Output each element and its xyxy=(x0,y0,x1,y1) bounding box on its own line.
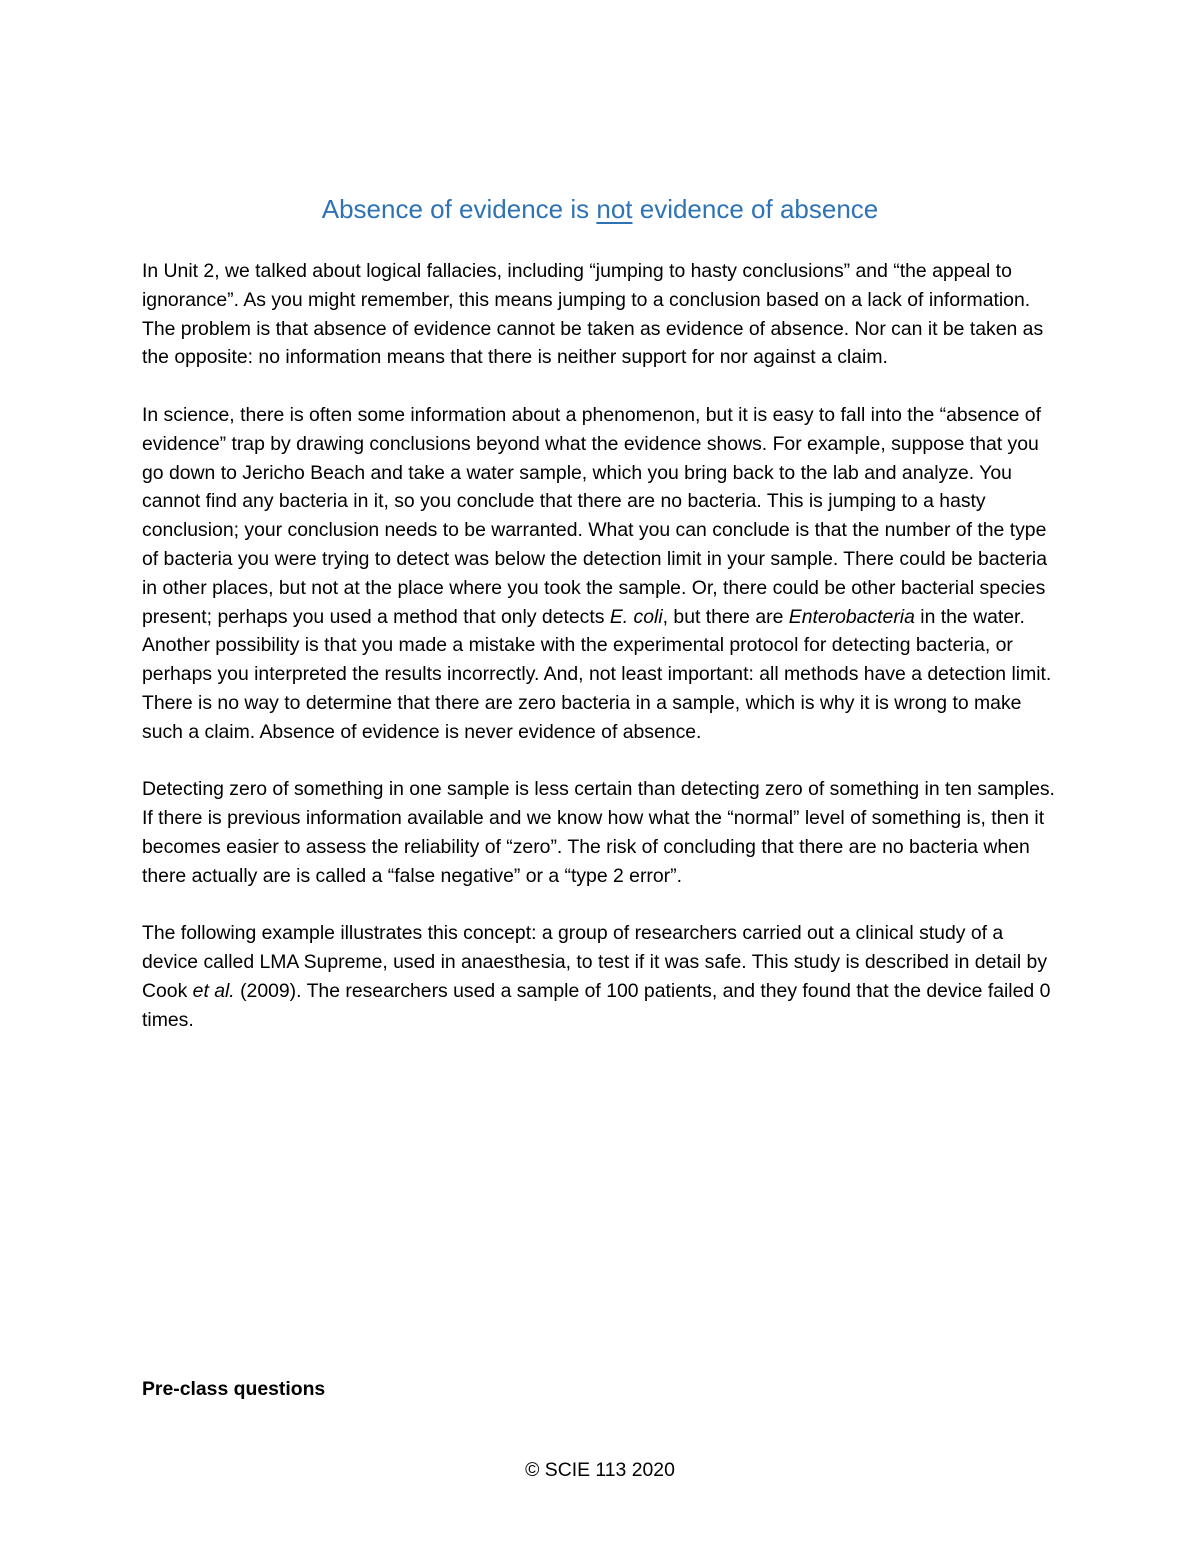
paragraph-2-text-c: in the water. Another possibility is that you made a mistake with the experimental protocol for detecting bacteria, or perhaps you interpreted the results incorrectly. And, not least important: all methods have a detection limit. There is no way to determine that there are zero bacteria in a sample, which is why it is wrong to make such a claim. Absence of evidence is never evidence of absence. xyxy=(142,605,1052,743)
italic-e-coli: E. coli xyxy=(609,605,663,628)
paragraph-2-text-a: In science, there is often some information about a phenomenon, but it is easy to fall into the “absence of evidence” trap by drawing conclusions beyond what the evidence shows. For example, suppose that you go down to Jericho Beach and take a water sample, which you bring back to the lab and analyze. You cannot find any bacteria in it, so you conclude that there are no bacteria. This is jumping to a hasty conclusion; your conclusion needs to be warranted. What you can conclude is that the number of the type of bacteria you were trying to detect was below the detection limit in your sample. There could be bacteria in other places, but not at the place where you took the sample. Or, there could be other bacterial species present; perhaps you used a method that only detects xyxy=(142,403,1048,628)
body-text xyxy=(142,257,1062,1063)
paragraph-detecting-zero: Detecting zero of something in one sample is less certain than detecting zero of something in ten samples. If there is previous information available and we know how what the “normal” level of something is, then it becomes easier to assess the reliability of “zero”. The risk of concluding that there are no bacteria when there actually are is called a “false negative” or a “type 2 error”. xyxy=(142,778,1055,887)
paragraph-4-text-a: The following example illustrates this concept: a group of researchers carried out a clinical study of a device called LMA Supreme, used in anaesthesia, to test if it was safe. This study is described in detail by Cook xyxy=(142,922,1048,1002)
section-heading-pre-class-questions: Pre-class questions xyxy=(142,1378,326,1400)
title-part-1: Absence of evidence is xyxy=(321,194,597,224)
page-footer-copyright: © SCIE 113 2020 xyxy=(525,1459,675,1481)
paragraph-lma-supreme-example xyxy=(142,919,1062,1034)
page-title xyxy=(0,190,1200,228)
italic-enterobacteria: Enterobacteria xyxy=(788,605,915,628)
paragraph-absence-of-evidence-trap xyxy=(142,401,1062,747)
title-part-2: evidence of absence xyxy=(632,194,879,224)
paragraph-4-text-b: (2009). The researchers used a sample of 100 patients, and they found that the device failed 0 times. xyxy=(142,979,1051,1031)
title-emphasis: not xyxy=(596,194,633,224)
paragraph-2-text-b: , but there are xyxy=(662,605,789,628)
italic-et-al: et al. xyxy=(192,979,235,1002)
paragraph-logical-fallacies: In Unit 2, we talked about logical fallacies, including “jumping to hasty conclusions” and “the appeal to ignorance”. As you might remember, this means jumping to a conclusion based on a lack of information. The problem is that absence of evidence cannot be taken as evidence of absence. Nor can it be taken as the opposite: no information means that there is neither support for nor against a claim. xyxy=(142,260,1044,369)
